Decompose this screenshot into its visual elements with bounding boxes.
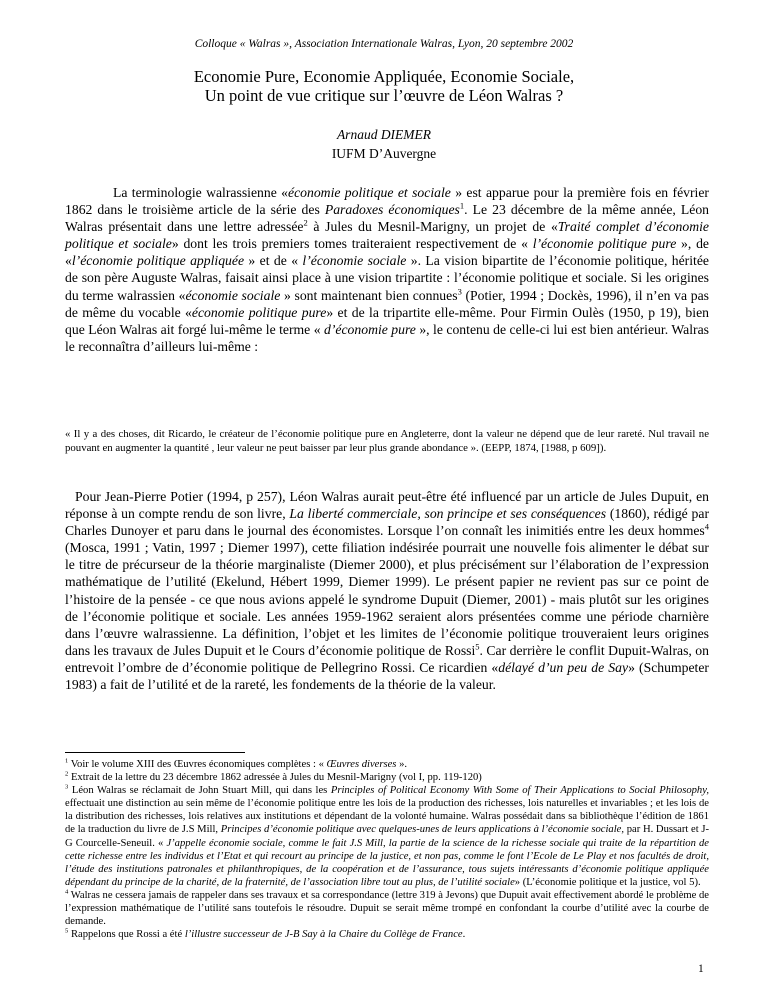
footnote-ref-4[interactable]: 4 (704, 521, 709, 532)
footnote-ref-2[interactable]: 2 (303, 217, 308, 228)
title-line-2: Un point de vue critique sur l’œuvre de Léon Walras ? (204, 86, 564, 105)
footnote-ref-3[interactable]: 3 (457, 286, 462, 296)
author-affiliation: IUFM D’Auvergne (331, 146, 437, 161)
footnote-ref-1[interactable]: 1 (459, 200, 465, 211)
footnote-separator (65, 752, 245, 753)
footnote-1: $^1$ Voir le volume XIII des Œuvres économiques complètes : « Œuvres diverses ». (65, 757, 408, 770)
block-quote: « Il y a des choses, dit Ricardo, le créateur de l’économie politique pure en Angleterre, dont la valeur ne dépend que de leur rareté. Nul travail ne pouvant en augmenter la quantité , leur valeur ne peut baisser par leur plus grande abondance ». (EEPP, 1874, [1988, p 609]). (65, 428, 709, 454)
paragraph-intro: La terminologie walrassienne «économie politique et sociale » est apparue pour la première fois en février 1862 dans le troisième article de la série des Paradoxes économiques$^1$. Le 23 décembre de la même année, Léon Walras présentait dans une lettre adressée$^2$ à Jules du Mesnil-Marigny, un projet de «Traité complet d’économie politique et sociale» dont les trois premiers tomes traiteraient respectivement de « l’économie politique pure », de «l’économie politique appliquée » et de « l’économie sociale ». La vision bipartite de l’économie politique, héritée de son père Auguste Walras, faisait ainsi place à une vision tripartite : l’économie politique et sociale. Si les origines du terme walrassien «économie sociale » sont maintenant bien connues$^3$ (Potier, 1994 ; Dockès, 1996), il n’en va pas de même du vocable «économie politique pure» et de la tripartite elle-même. Pour Firmin Oulès (1950, p 19), bien que Léon Walras ait forgé lui-même le terme « d’économie pure », le contenu de celle-ci lui est bien antérieur. Walras le reconnaîtra d’ailleurs lui-même : (65, 185, 710, 354)
footnotes (65, 758, 709, 941)
footnote-ref-5[interactable]: 5 (475, 641, 480, 652)
footnote-2: $^2$ Extrait de la lettre du 23 décembre 1862 adressée à Jules du Mesnil-Marigny (vol I, pp. 119-120) (65, 770, 482, 784)
author-name: Arnaud DIEMER (336, 127, 432, 142)
paragraph-potier: Pour Jean-Pierre Potier (1994, p 257), Léon Walras aurait peut-être été influencé par un article de Jules Dupuit, en réponse à un compte rendu de son livre, La liberté commerciale, son principe et ses conséquences (1860), rédigé par Charles Dunoyer et paru dans le journal des économistes. Lorsque l’on connaît les inimitiés entre les deux hommes$^4$ (Mosca, 1991 ; Vatin, 1997 ; Diemer 1997), cette filiation indésirée pourrait une nouvelle fois alimenter le débat sur le titre de précurseur de la théorie marginaliste (Diemer 2000), et plus précisément sur l’élaboration de l’expression mathématique de l’utilité (Ekelund, Hébert 1999, Diemer 1999). Le présent papier ne revient pas sur ce point de l’histoire de la pensée - ce que nous avions appelé le syndrome Dupuit (Diemer, 2001) - mais plutôt sur les origines de l’économie politique et sociale. Les années 1959-1962 seraient alors présentées comme une période charnière dans l’œuvre walrassienne. La définition, l’objet et les limites de l’économie politique trouveraient leurs origines dans les travaux de Jules Dupuit et le Cours d’économie politique de Rossi$^5$. Car derrière le conflit Dupuit-Walras, on entrevoit l’ombre de d’économie politique de Pellegrino Rossi. Ce ricardien «délayé d’un peu de Say» (Schumpeter 1983) a fait de l’utilité et de la rareté, les fondements de la théorie de la valeur. (65, 489, 710, 693)
footnote-4: $^4$ Walras ne cessera jamais de rappeler dans ses travaux et sa correspondance (lettre 319 à Jevons) que Dupuit avait effectivement abordé le problème de l’expression mathématique de l’utilité sans toutefois le résoudre. Dupuit se serait même trompé en confondant la courbe d’utilité avec la courbe de demande. (65, 888, 709, 928)
footnote-5: $^5$ Rappelons que Rossi a été l’illustre successeur de J-B Say à la Chaire du Collège de France. (65, 927, 466, 941)
paper-title (0, 67, 768, 105)
footnote-3: $^3$ Léon Walras se réclamait de John Stuart Mill, qui dans les Principles of Political Economy With Some of Their Applications to Social Philosophy, effectuait une distinction au sein même de l’économie politique entre les lois de la production des richesses, lois naturelles et invariables ; et les lois de la distribution des richesses, lois relatives aux institutions et dépendant de la volonté humaine. Walras possédait dans sa bibliothèque l’édition de 1861 de la traduction du livre de J.S Mill, Principes d’économie politique avec quelques-unes de leurs applications à l’économie sociale, par H. Dussart et J-G Courcelle-Seneuil. « J’appelle économie sociale, comme le fait J.S Mill, la partie de la science de la richesse sociale qui traite de la répartition de cette richesse entre les individus et l’Etat et qui recourt au principe de la justice, et non pas, comme le font l’Ecole de Le Play et nos facultés de droit, l’étude des institutions patronales et philanthropiques, de la coopération et de l’assurance, tous sujets intéressants d’économie politique appliquée dépendant du principe de la charité, de la fraternité, de l’association libre tout au plus, de l’utilité sociale» (L’économie politique et la justice, vol 5). (65, 783, 709, 888)
running-header: Colloque « Walras », Association Internationale Walras, Lyon, 20 septembre 2002 (194, 38, 574, 50)
title-line-1: Economie Pure, Economie Appliquée, Economie Sociale, (193, 67, 575, 86)
page-number: 1 (698, 963, 704, 975)
